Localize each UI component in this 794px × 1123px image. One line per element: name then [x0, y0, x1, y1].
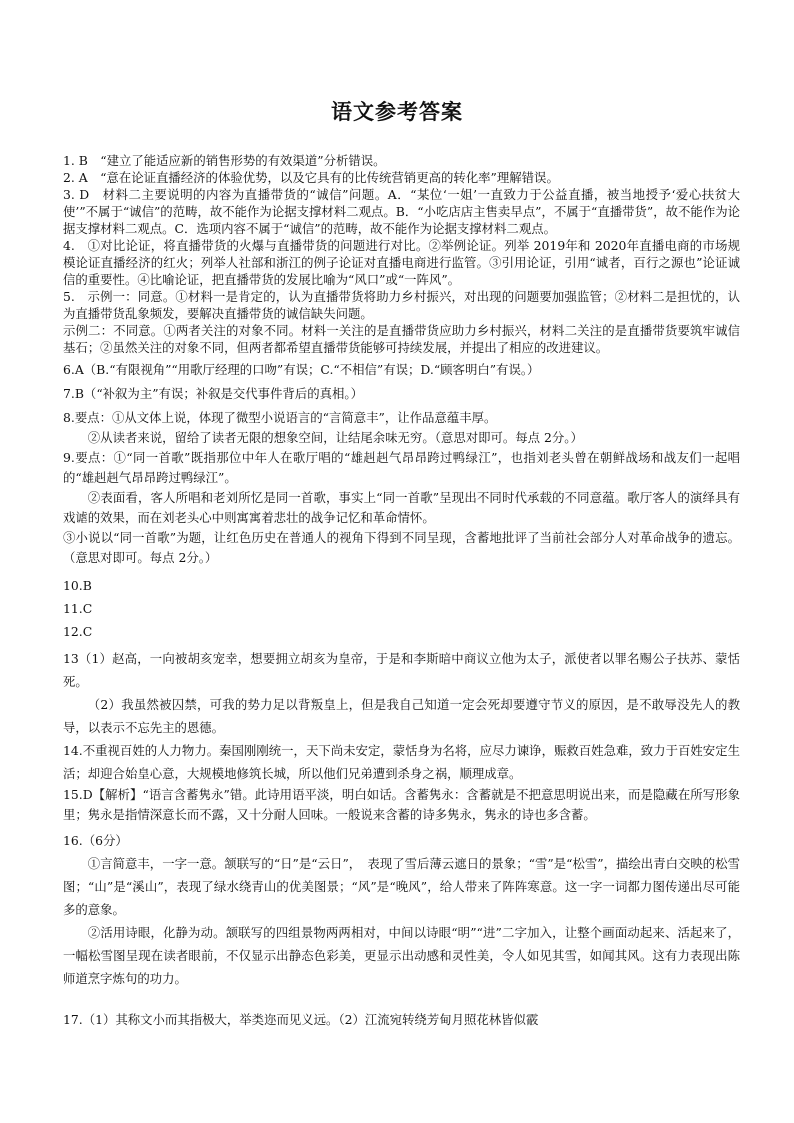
answer-10: 10.B [63, 578, 92, 593]
answer-15: 15.D【解析】“语言含蓄隽永”错。此诗用语平淡，明白如话。含蓄隽永：含蓄就是不把意思明说出来，而是隐藏在所写形象里；隽永是指情深意长而不露，又十分耐人回味。一般说来含蓄的诗多隽永，隽永的诗也多含蓄。 [63, 787, 740, 822]
answer-12: 12.C [63, 624, 93, 639]
answer-8-point-1: 8.要点：①从文体上说，体现了微型小说语言的“言简意丰”，让作品意蕴丰厚。 [63, 410, 497, 425]
answer-5-example-1: 5. 示例一：同意。①材料一是肯定的，认为直播带货将助力乡村振兴，对出现的问题要加强监管；②材料二是担忧的，认为直播带货乱象频发，要解决直播带货的诚信缺失问题。 [63, 289, 740, 321]
answer-3: 3. D 材料二主要说明的内容为直播带货的“诚信”问题。A．“某位‘一姐’一直致力于公益直播，被当地授予‘爱心扶贫大使’”不属于“诚信”的范畴，故不能作为论据支撑材料二观点。B．“小吃店店主售卖早点”，不属于“直播带货”，故不能作为论据支撑材料二观点。C．选项内容不属于“诚信”的范畴，故不能作为论据支撑材料二观点。 [63, 187, 740, 236]
answer-5-example-2: 示例二：不同意。①两者关注的对象不同。材料一关注的是直播带货应助力乡村振兴，材料二关注的是直播带货要筑牢诚信基石；②虽然关注的对象不同，但两者都希望直播带货能够可持续发展，并提出了相应的改进建议。 [63, 323, 740, 355]
answer-body [63, 152, 740, 1031]
answer-6: 6.A（B.“有限视角”“用歌厅经理的口吻”有误；C.“不相信”有误；D.“顾客明白”有误。） [63, 362, 540, 377]
answer-16-heading: 16.（6分） [63, 833, 128, 848]
answer-4: 4. ①对比论证，将直播带货的火爆与直播带货的问题进行对比。②举例论证。列举 2019年和 2020年直播电商的市场规模论证直播经济的红火；列举人社部和浙江的例子论证对直播电商进行监管。③引用论证，引用“诚者，百行之源也”论证诚信的重要性。④比喻论证，把直播带货的发展比喻为“风口”或“一阵风”。 [63, 238, 740, 287]
answer-14: 14.不重视百姓的人力物力。秦国刚刚统一，天下尚未安定，蒙恬身为名将，应尽力谏诤，赈救百姓急难，致力于百姓安定生活；却迎合始皇心意，大规模地修筑长城，所以他们兄弟遭到杀身之祸，顺理成章。 [63, 743, 740, 781]
answer-13-1: 13（1）赵高，一向被胡亥宠幸，想要拥立胡亥为皇帝，于是和李斯暗中商议立他为太子，派使者以罪名赐公子扶苏、蒙恬死。 [63, 651, 740, 689]
answer-17: 17.（1）其称文小而其指极大，举类迩而见义远。（2）江流宛转绕芳甸月照花林皆似霰 [63, 1012, 539, 1027]
answer-13-2: （2）我虽然被囚禁，可我的势力足以背叛皇上，但是我自己知道一定会死却要遵守节义的原因，是不敢辱没先人的教导，以表示不忘先主的恩德。 [63, 697, 740, 735]
answer-1: 1. B “建立了能适应新的销售形势的有效渠道”分析错误。 [63, 153, 386, 168]
answer-9-point-3: ③小说以“同一首歌”为题，让红色历史在普通人的视角下得到不同呈现，含蓄地批评了当前社会部分人对革命战争的遗忘。（意思对即可。每点 2分。） [63, 530, 740, 565]
answer-11: 11.C [63, 601, 93, 616]
answer-8-point-2: ②从读者来说，留给了读者无限的想象空间，让结尾余味无穷。（意思对即可。每点 2分。） [87, 430, 583, 445]
answer-7: 7.B（“补叙为主”有误；补叙是交代事件背后的真相。） [63, 386, 363, 401]
answer-9-point-1: 9.要点：①“同一首歌”既指那位中年人在歌厅唱的“雄赳赳气昂昂跨过鸭绿江”，也指刘老头曾在朝鲜战场和战友们一起唱的“雄赳赳气昂昂跨过鸭绿江”。 [63, 450, 740, 485]
answer-16-point-1: ①言简意丰，一字一意。颔联写的“日”是“云日”， 表现了雪后薄云遮日的景象；“雪”是“松雪”，描绘出青白交映的松雪图；“山”是“溪山”，表现了绿水绕青山的优美图景；“风”是“晚风”，给人带来了阵阵寒意。这一字一词都力图传递出尽可能多的意象。 [63, 856, 740, 917]
answer-16-point-2: ②活用诗眼，化静为动。颔联写的四组景物两两相对，中间以诗眼“明”“进”二字加入，让整个画面动起来、活起来了，一幅松雪图呈现在读者眼前，不仅显示出静态色彩美，更显示出动感和灵性美，令人如见其雪，如闻其风。这有力表现出陈师道烹字炼句的功力。 [63, 925, 740, 986]
answer-2: 2. A “意在论证直播经济的体验优势，以及它具有的比传统营销更高的转化率”理解错误。 [63, 170, 559, 185]
page-title: 语文参考答案 [331, 99, 463, 124]
answer-9-point-2: ②表面看，客人所唱和老刘所忆是同一首歌，事实上“同一首歌”呈现出不同时代承载的不同意蕴。歌厅客人的演绎具有戏谑的效果，而在刘老头心中则寓寓着悲壮的战争记忆和革命情怀。 [63, 490, 740, 525]
